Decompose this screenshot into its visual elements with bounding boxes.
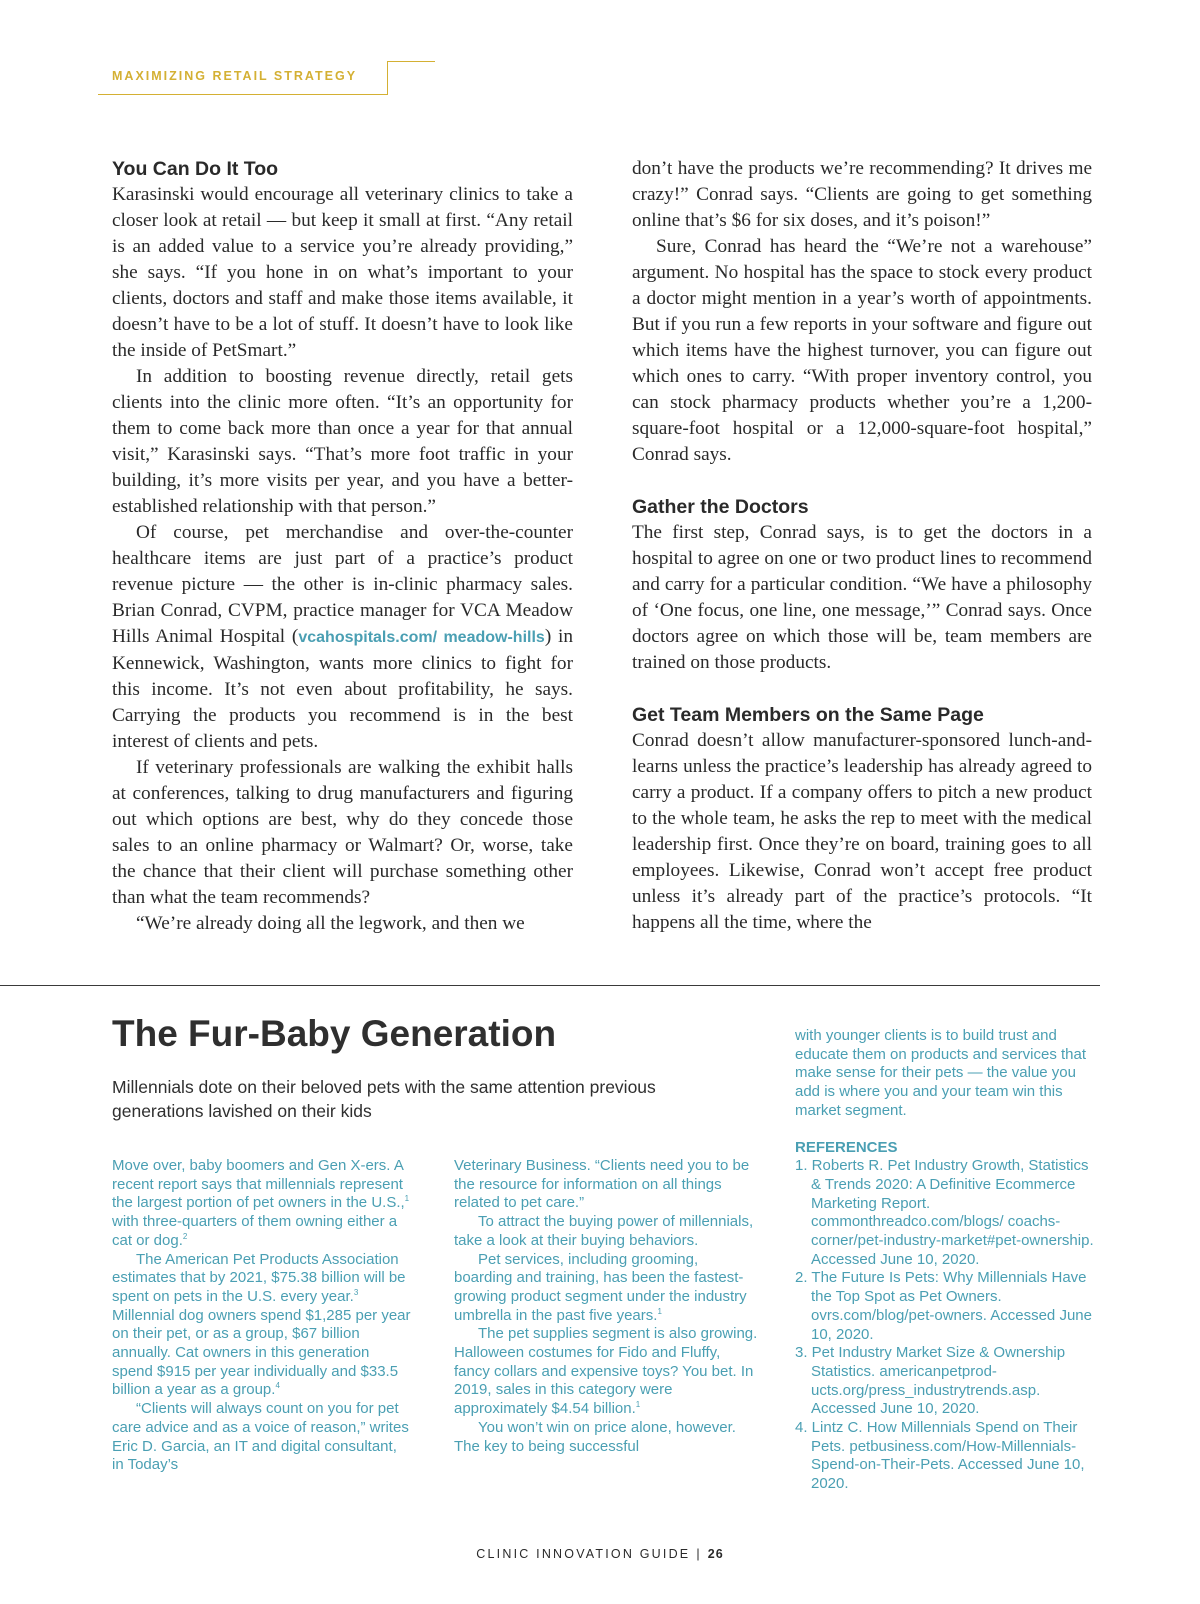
sidebar-paragraph: You won’t win on price alone, however. The key to being successful bbox=[454, 1418, 736, 1455]
header-rule-horizontal bbox=[98, 94, 388, 95]
reference-item: 4. Lintz C. How Millennials Spend on Their Pets. petbusiness.com/How-Millennials-Spend-on-Their-Pets. Accessed June 10, 2020. bbox=[795, 1419, 1085, 1493]
reference-item: 3. Pet Industry Market Size & Ownership Statistics. americanpetproducts.org/press_industrytrends.asp. Accessed June 10, 2020. bbox=[795, 1344, 1066, 1418]
paragraph bbox=[112, 520, 573, 755]
sidebar-column-3 bbox=[795, 1027, 1100, 1494]
sidebar-paragraph: Move over, baby boomers and Gen X-ers. A recent report says that millennials represent the largest portion of pet owners in the U.S.,$^1$ with three-quarters of them owning either a cat or dog.$^2$ bbox=[112, 1157, 410, 1249]
reference-item: 2. The Future Is Pets: Why Millennials Have the Top Spot as Pet Owners. ovrs.com/blog/pet-owners. Accessed June 10, 2020. bbox=[795, 1269, 1092, 1343]
heading-gather-the-doctors: Gather the Doctors bbox=[632, 496, 809, 518]
references-list bbox=[795, 1157, 1100, 1494]
paragraph: If veterinary professionals are walking the exhibit halls at conferences, talking to drug manufacturers and figuring out which options are best, why do they concede those sales to an online pharmacy or Walmart? Or, worse, take the chance that their client will purchase something other than what the team recommends? bbox=[112, 757, 573, 908]
sidebar-column-1 bbox=[112, 1157, 412, 1475]
guide-label: CLINIC INNOVATION GUIDE bbox=[476, 1547, 691, 1561]
page-number: 26 bbox=[707, 1547, 724, 1561]
vca-link[interactable]: vcahospitals.com/ meadow-hills bbox=[298, 629, 545, 646]
paragraph: Sure, Conrad has heard the “We’re not a warehouse” argument. No hospital has the space to stock every product a doctor might mention in a year’s worth of appointments. But if you run a few reports in your software and figure out which items have the highest turnover, you can figure out which ones to carry. “With proper inventory control, you can stock pharmacy products whether you’re a 1,200-square-foot hospital or a 12,000-square-foot hospital,” Conrad says. bbox=[632, 236, 1092, 465]
references-heading: REFERENCES bbox=[795, 1138, 898, 1156]
header-rule-top bbox=[387, 61, 435, 62]
heading-get-team-members: Get Team Members on the Same Page bbox=[632, 704, 984, 726]
page-footer bbox=[0, 1547, 1200, 1561]
reference-item: 1. Roberts R. Pet Industry Growth, Statistics & Trends 2020: A Definitive Ecommerce Marketing Report. commonthreadco.com/blogs/ coachs-corner/pet-industry-market#pet-ownership. Accessed June 10, 2020. bbox=[795, 1157, 1094, 1268]
paragraph: Conrad doesn’t allow manufacturer-sponsored lunch-and-learns unless the practice’s leadership has already agreed to carry a product. If a company offers to pitch a new product to the whole team, he asks the rep to meet with the medical leadership first. Once they’re on board, training goes to all employees. Likewise, Conrad won’t accept free product unless it’s already part of the practice’s protocols. “It happens all the time, where the bbox=[632, 730, 1092, 933]
footer-separator: | bbox=[696, 1547, 702, 1561]
sidebar-paragraph: To attract the buying power of millennials, take a look at their buying behaviors. bbox=[454, 1213, 754, 1249]
paragraph: Karasinski would encourage all veterinary clinics to take a closer look at retail — but keep it small at first. “Any retail is an added value to a service you’re already providing,” she says. “If you hone in on what’s important to your clients, doctors and staff and make those items available, it doesn’t have to be a lot of stuff. It doesn’t have to look like the inside of PetSmart.” bbox=[112, 184, 573, 361]
paragraph: The first step, Conrad says, is to get the doctors in a hospital to agree on one or two product lines to recommend and carry for a particular condition. “We have a philosophy of ‘One focus, one line, one message,’” Conrad says. Once doctors agree on which those will be, team members are trained on those products. bbox=[632, 522, 1092, 673]
article-column-left bbox=[112, 156, 573, 937]
heading-you-can-do-it-too: You Can Do It Too bbox=[112, 158, 279, 180]
sidebar-paragraph: Veterinary Business. “Clients need you to be the resource for information on all things related to pet care.” bbox=[454, 1157, 750, 1212]
sidebar-subtitle: Millennials dote on their beloved pets with the same attention previous generations lavished on their kids bbox=[112, 1077, 656, 1121]
paragraph-text: Of course, pet merchandise and over-the-counter healthcare items are just part of a practice’s product revenue picture — the other is in-clinic pharmacy sales. Brian Conrad, CVPM, practice manager for VCA Meadow Hills Animal Hospital ( bbox=[112, 522, 573, 647]
article-column-right bbox=[632, 156, 1092, 936]
sidebar-paragraph: The American Pet Products Association estimates that by 2021, $75.38 billion will be spent on pets in the U.S. every year.$^3$ Millennial dog owners spend $1,285 per year on their pet, or as a group, $67 billion annually. Cat owners in this generation spend $915 per year individually and $33.5 billion a year as a group.$^4$ bbox=[112, 1250, 411, 1399]
sidebar-paragraph: “Clients will always count on you for pet care advice and as a voice of reason,” writes Eric D. Garcia, an IT and digital consultant, in Today’s bbox=[112, 1400, 409, 1474]
sidebar-title: The Fur-Baby Generation bbox=[112, 1013, 557, 1054]
sidebar-paragraph: with younger clients is to build trust and educate them on products and services that make sense for their pets — the value you add is where you and your team win this market segment. bbox=[795, 1027, 1087, 1119]
section-label: MAXIMIZING RETAIL STRATEGY bbox=[112, 69, 358, 83]
paragraph-text: ) in Kennewick, Washington, wants more clinics to fight for this income. It’s not even about profitability, he says. Carrying the products you recommend is in the best interest of clients and pets. bbox=[112, 626, 573, 752]
sidebar-paragraph: Pet services, including grooming, boarding and training, has been the fastest-growing product segment under the industry umbrella in the past five years.$^1$ bbox=[454, 1250, 747, 1324]
sidebar-column-2 bbox=[454, 1157, 759, 1456]
sidebar-paragraph: The pet supplies segment is also growing. Halloween costumes for Fido and Fluffy, fancy collars and expensive toys? You bet. In 2019, sales in this category were approximately $4.54 billion.$^1$ bbox=[454, 1325, 758, 1418]
paragraph: don’t have the products we’re recommending? It drives me crazy!” Conrad says. “Clients are going to get something online that’s $6 for six doses, and it’s poison!” bbox=[632, 158, 1092, 231]
paragraph: “We’re already doing all the legwork, and then we bbox=[136, 913, 525, 934]
paragraph: In addition to boosting revenue directly, retail gets clients into the clinic more often. “It’s an opportunity for them to come back more than once a year for that annual visit,” Karasinski says. “That’s more foot traffic in your building, it’s more visits per year, and you have a better-established relationship with that person.” bbox=[112, 366, 573, 517]
section-divider bbox=[0, 985, 1100, 986]
header-rule-vertical bbox=[387, 61, 388, 95]
